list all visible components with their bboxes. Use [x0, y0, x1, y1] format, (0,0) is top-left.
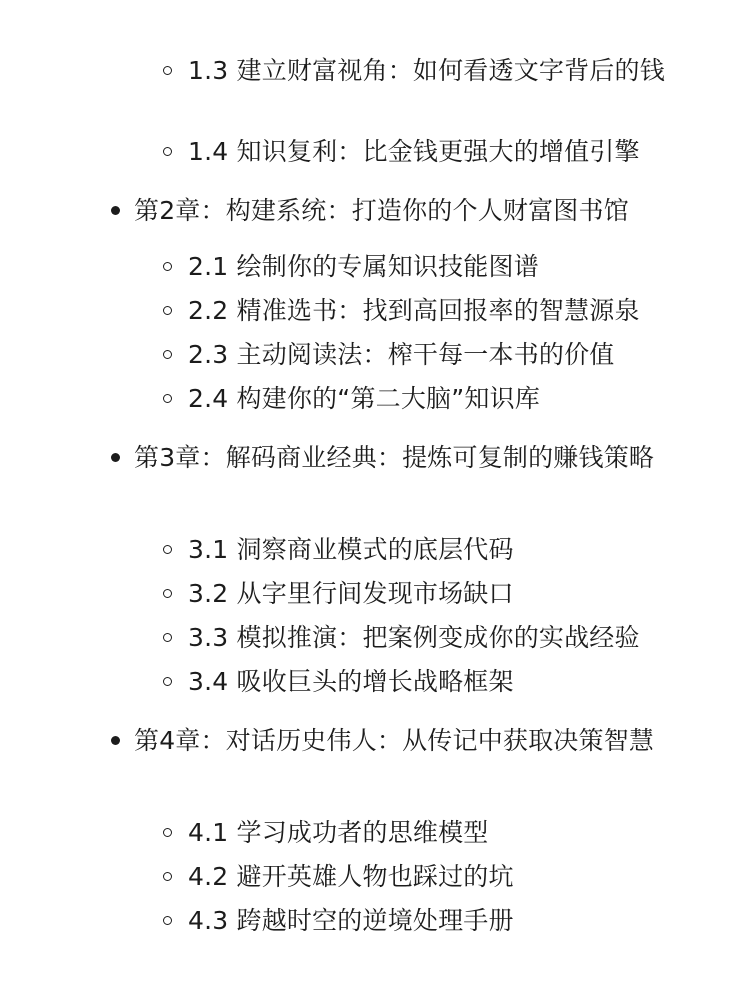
chapter-item: [134, 723, 664, 759]
section-item: [188, 134, 668, 170]
section-text: 3.4 吸收巨头的增长战略框架: [188, 667, 514, 696]
chapter-title: 第3章：解码商业经典：提炼可复制的赚钱策略: [134, 443, 655, 472]
section-text: 2.1 绘制你的专属知识技能图谱: [188, 252, 539, 281]
section-text: 4.2 避开英雄人物也踩过的坑: [188, 862, 514, 891]
hollow-bullet-icon: [163, 147, 172, 156]
hollow-bullet-icon: [163, 545, 172, 554]
filled-bullet-icon: [111, 736, 120, 745]
chapter-item: [134, 193, 664, 229]
section-item: [188, 53, 668, 89]
section-text: 4.3 跨越时空的逆境处理手册: [188, 906, 514, 935]
chapter-item: [134, 440, 664, 476]
hollow-bullet-icon: [163, 677, 172, 686]
filled-bullet-icon: [111, 453, 120, 462]
chapter-title: 第4章：对话历史伟人：从传记中获取决策智慧: [134, 726, 655, 755]
section-text: 3.3 模拟推演：把案例变成你的实战经验: [188, 623, 640, 652]
section-item: [188, 664, 668, 700]
hollow-bullet-icon: [163, 350, 172, 359]
section-item: [188, 293, 668, 329]
filled-bullet-icon: [111, 206, 120, 215]
section-item: [188, 620, 668, 656]
section-item: [188, 815, 668, 851]
hollow-bullet-icon: [163, 66, 172, 75]
hollow-bullet-icon: [163, 828, 172, 837]
hollow-bullet-icon: [163, 589, 172, 598]
section-text: 1.3 建立财富视角：如何看透文字背后的钱: [188, 56, 665, 85]
hollow-bullet-icon: [163, 633, 172, 642]
section-item: [188, 381, 668, 417]
section-item: [188, 859, 668, 895]
hollow-bullet-icon: [163, 394, 172, 403]
section-text: 3.2 从字里行间发现市场缺口: [188, 579, 514, 608]
hollow-bullet-icon: [163, 872, 172, 881]
section-item: [188, 532, 668, 568]
section-item: [188, 903, 668, 939]
chapter-title: 第2章：构建系统：打造你的个人财富图书馆: [134, 196, 629, 225]
section-text: 4.1 学习成功者的思维模型: [188, 818, 489, 847]
section-text: 3.1 洞察商业模式的底层代码: [188, 535, 514, 564]
section-text: 2.2 精准选书：找到高回报率的智慧源泉: [188, 296, 640, 325]
hollow-bullet-icon: [163, 916, 172, 925]
section-text: 1.4 知识复利：比金钱更强大的增值引擎: [188, 137, 640, 166]
section-item: [188, 249, 668, 285]
hollow-bullet-icon: [163, 262, 172, 271]
section-item: [188, 337, 668, 373]
section-item: [188, 576, 668, 612]
section-text: 2.3 主动阅读法：榨干每一本书的价值: [188, 340, 615, 369]
hollow-bullet-icon: [163, 306, 172, 315]
section-text: 2.4 构建你的“第二大脑”知识库: [188, 384, 541, 413]
